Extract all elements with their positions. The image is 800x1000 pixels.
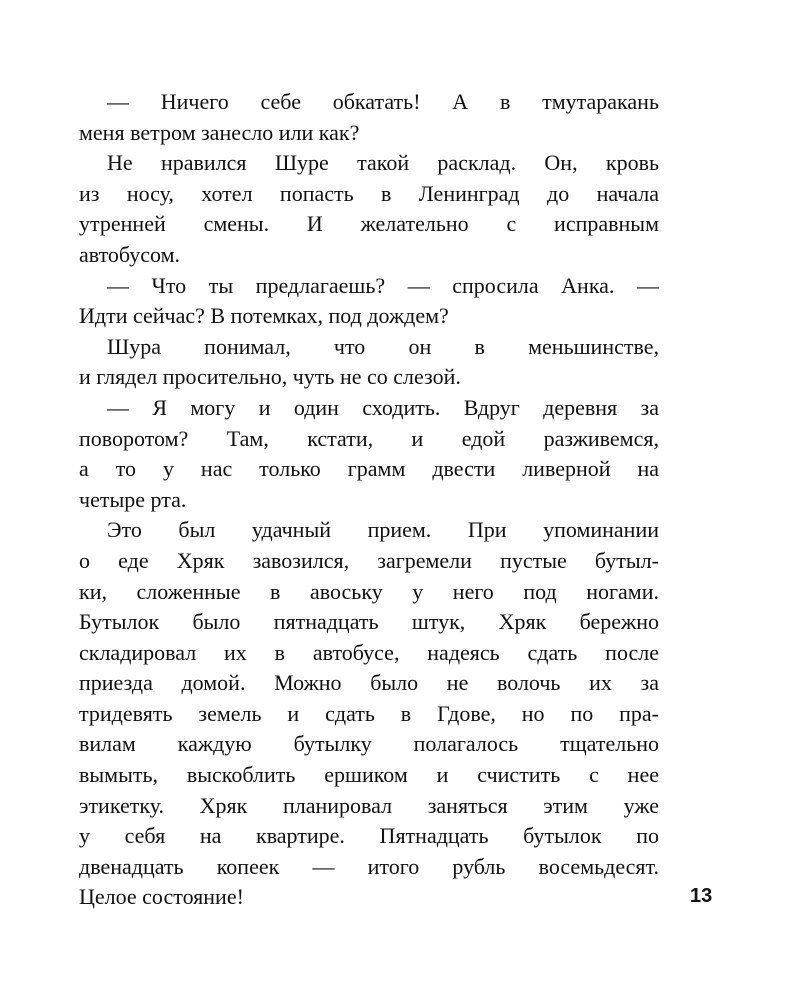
text-line: меня ветром занесло или как? [79,119,360,145]
text-line: из носу, хотел попасть в Ленинград до начала [79,180,659,206]
paragraph [79,515,659,913]
text-line: — Я могу и один сходить. Вдруг деревня за [107,394,659,420]
text-line: вилам каждую бутылку полагалось тщательно [79,731,659,757]
text-line: двенадцать копеек — итого рубль восемьдесят. [79,853,659,879]
paragraph [79,271,659,332]
text-line: автобусом. [79,241,181,267]
paragraph [79,332,659,393]
text-line: а то у нас только грамм двести ливерной на [79,456,659,482]
text-line: Бутылок было пятнадцать штук, Хряк бережно [79,609,659,635]
paragraph [79,148,659,270]
text-line: Это был удачный прием. При упоминании [107,517,659,543]
text-line: утренней смены. И желательно с исправным [79,211,659,237]
text-line: вымыть, выскоблить ершиком и счистить с нее [79,762,659,788]
paragraph [79,393,659,515]
text-line: поворотом? Там, кстати, и едой разживемся, [79,425,659,451]
page-number: 13 [690,885,713,907]
text-line: тридевять земель и сдать в Гдове, но по пра- [79,700,659,726]
text-line: этикетку. Хряк планировал заняться этим уже [79,792,659,818]
text-line: ки, сложенные в авоську у него под ногами. [79,578,659,604]
page-text [79,87,659,913]
text-line: четыре рта. [79,486,187,512]
paragraph [79,87,659,148]
text-line: складировал их в автобусе, надеясь сдать после [79,639,659,665]
text-line: Идти сейчас? В потемках, под дождем? [79,303,449,329]
text-line: Целое состояние! [79,884,244,910]
text-line: и глядел просительно, чуть не со слезой. [79,364,461,390]
text-line: Не нравился Шуре такой расклад. Он, кровь [107,150,659,176]
text-line: у себя на квартире. Пятнадцать бутылок по [79,823,659,849]
text-line: Шура понимал, что он в меньшинстве, [107,333,659,359]
text-line: — Ничего себе обкатать! А в тмутаракань [107,89,659,114]
text-line: о еде Хряк завозился, загремели пустые бутыл- [79,547,659,573]
text-line: приезда домой. Можно было не волочь их за [79,670,659,696]
text-line: — Что ты предлагаешь? — спросила Анка. — [107,272,659,298]
